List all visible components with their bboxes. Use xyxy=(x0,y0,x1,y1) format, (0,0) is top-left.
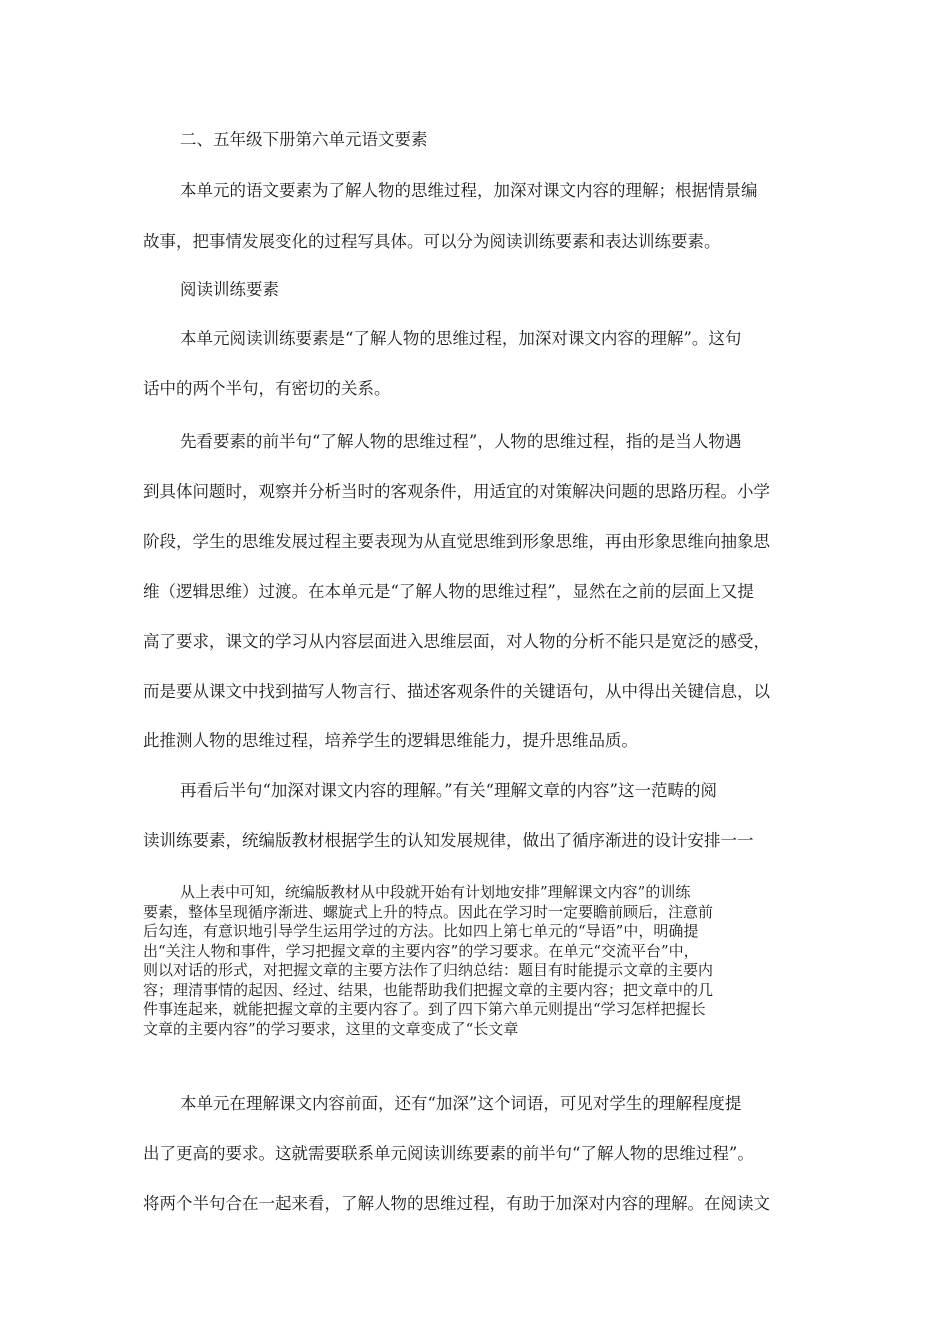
paragraph-line: 话中的两个半句，有密切的关系。 xyxy=(143,379,391,398)
paragraph-line: 将两个半句合在一起来看，了解人物的思维过程，有助于加深对内容的理解。在阅读文 xyxy=(143,1194,770,1213)
paragraph-line: 文章的主要内容”的学习要求，这里的文章变成了“长文章 xyxy=(143,1019,519,1038)
paragraph-line: 件事连起来，就能把握文章的主要内容了。到了四下第六单元则提出“学习怎样把握长 xyxy=(143,1000,706,1018)
paragraph-line: 维（逻辑思维）过渡。在本单元是“了解人物的思维过程”，显然在之前的层面上又提 xyxy=(143,582,754,601)
paragraph-line: 本单元在理解课文内容前面，还有“加深”这个词语，可见对学生的理解程度提 xyxy=(180,1094,742,1113)
paragraph-line: 出了更高的要求。这就需要联系单元阅读训练要素的前半句“了解人物的思维过程”。 xyxy=(143,1144,754,1163)
paragraph-line: 要素，整体呈现循序渐进、螺旋式上升的特点。因此在学习时一定要瞻前顾后，注意前 xyxy=(143,902,714,921)
paragraph-line: 到具体问题时，观察并分析当时的客观条件，用适宜的对策解决问题的思路历程。小学 xyxy=(143,482,770,501)
subheading: 阅读训练要素 xyxy=(180,280,279,299)
section-heading: 二、五年级下册第六单元语文要素 xyxy=(180,130,428,149)
paragraph-line: 而是要从课文中找到描写人物言行、描述客观条件的关键语句，从中得出关键信息，以 xyxy=(143,682,770,701)
paragraph-line: 此推测人物的思维过程，培养学生的逻辑思维能力，提升思维品质。 xyxy=(143,731,638,750)
paragraph-line: 先看要素的前半句“了解人物的思维过程”，人物的思维过程，指的是当人物遇 xyxy=(180,432,742,451)
paragraph-line: 则以对话的形式，对把握文章的主要方法作了归纳总结：题目有时能提示文章的主要内 xyxy=(143,961,714,979)
paragraph-line: 本单元阅读训练要素是“了解人物的思维过程，加深对课文内容的理解”。这句 xyxy=(180,329,742,348)
paragraph-line: 高了要求，课文的学习从内容层面进入思维层面，对人物的分析不能只是宽泛的感受， xyxy=(143,632,770,651)
paragraph-line: 读训练要素，统编版教材根据学生的认知发展规律，做出了循序渐进的设计安排一一 xyxy=(143,831,754,850)
paragraph-line: 从上表中可知，统编版教材从中段就开始有计划地安排”理解课文内容”的训练 xyxy=(180,883,691,901)
paragraph-line: 出“关注人物和事件，学习把握文章的主要内容”的学习要求。在单元“交流平台”中， xyxy=(143,941,699,960)
paragraph-line: 容；理清事情的起因、经过、结果，也能帮助我们把握文章的主要内容；把文章中的几 xyxy=(143,980,714,999)
paragraph-line: 阶段，学生的思维发展过程主要表现为从直觉思维到形象思维，再由形象思维向抽象思 xyxy=(143,532,770,551)
paragraph-line: 本单元的语文要素为了解人物的思维过程，加深对课文内容的理解；根据情景编 xyxy=(180,181,758,200)
paragraph-line: 故事，把事情发展变化的过程写具体。可以分为阅读训练要素和表达训练要素。 xyxy=(143,232,721,251)
paragraph-line: 后勾连，有意识地引导学生运用学过的方法。比如四上第七单元的“导语”中，明确提 xyxy=(143,922,699,940)
paragraph-line: 再看后半句“加深对课文内容的理解。”有关“理解文章的内容”这一范畴的阅 xyxy=(180,781,717,800)
dense-paragraph xyxy=(143,883,815,1039)
